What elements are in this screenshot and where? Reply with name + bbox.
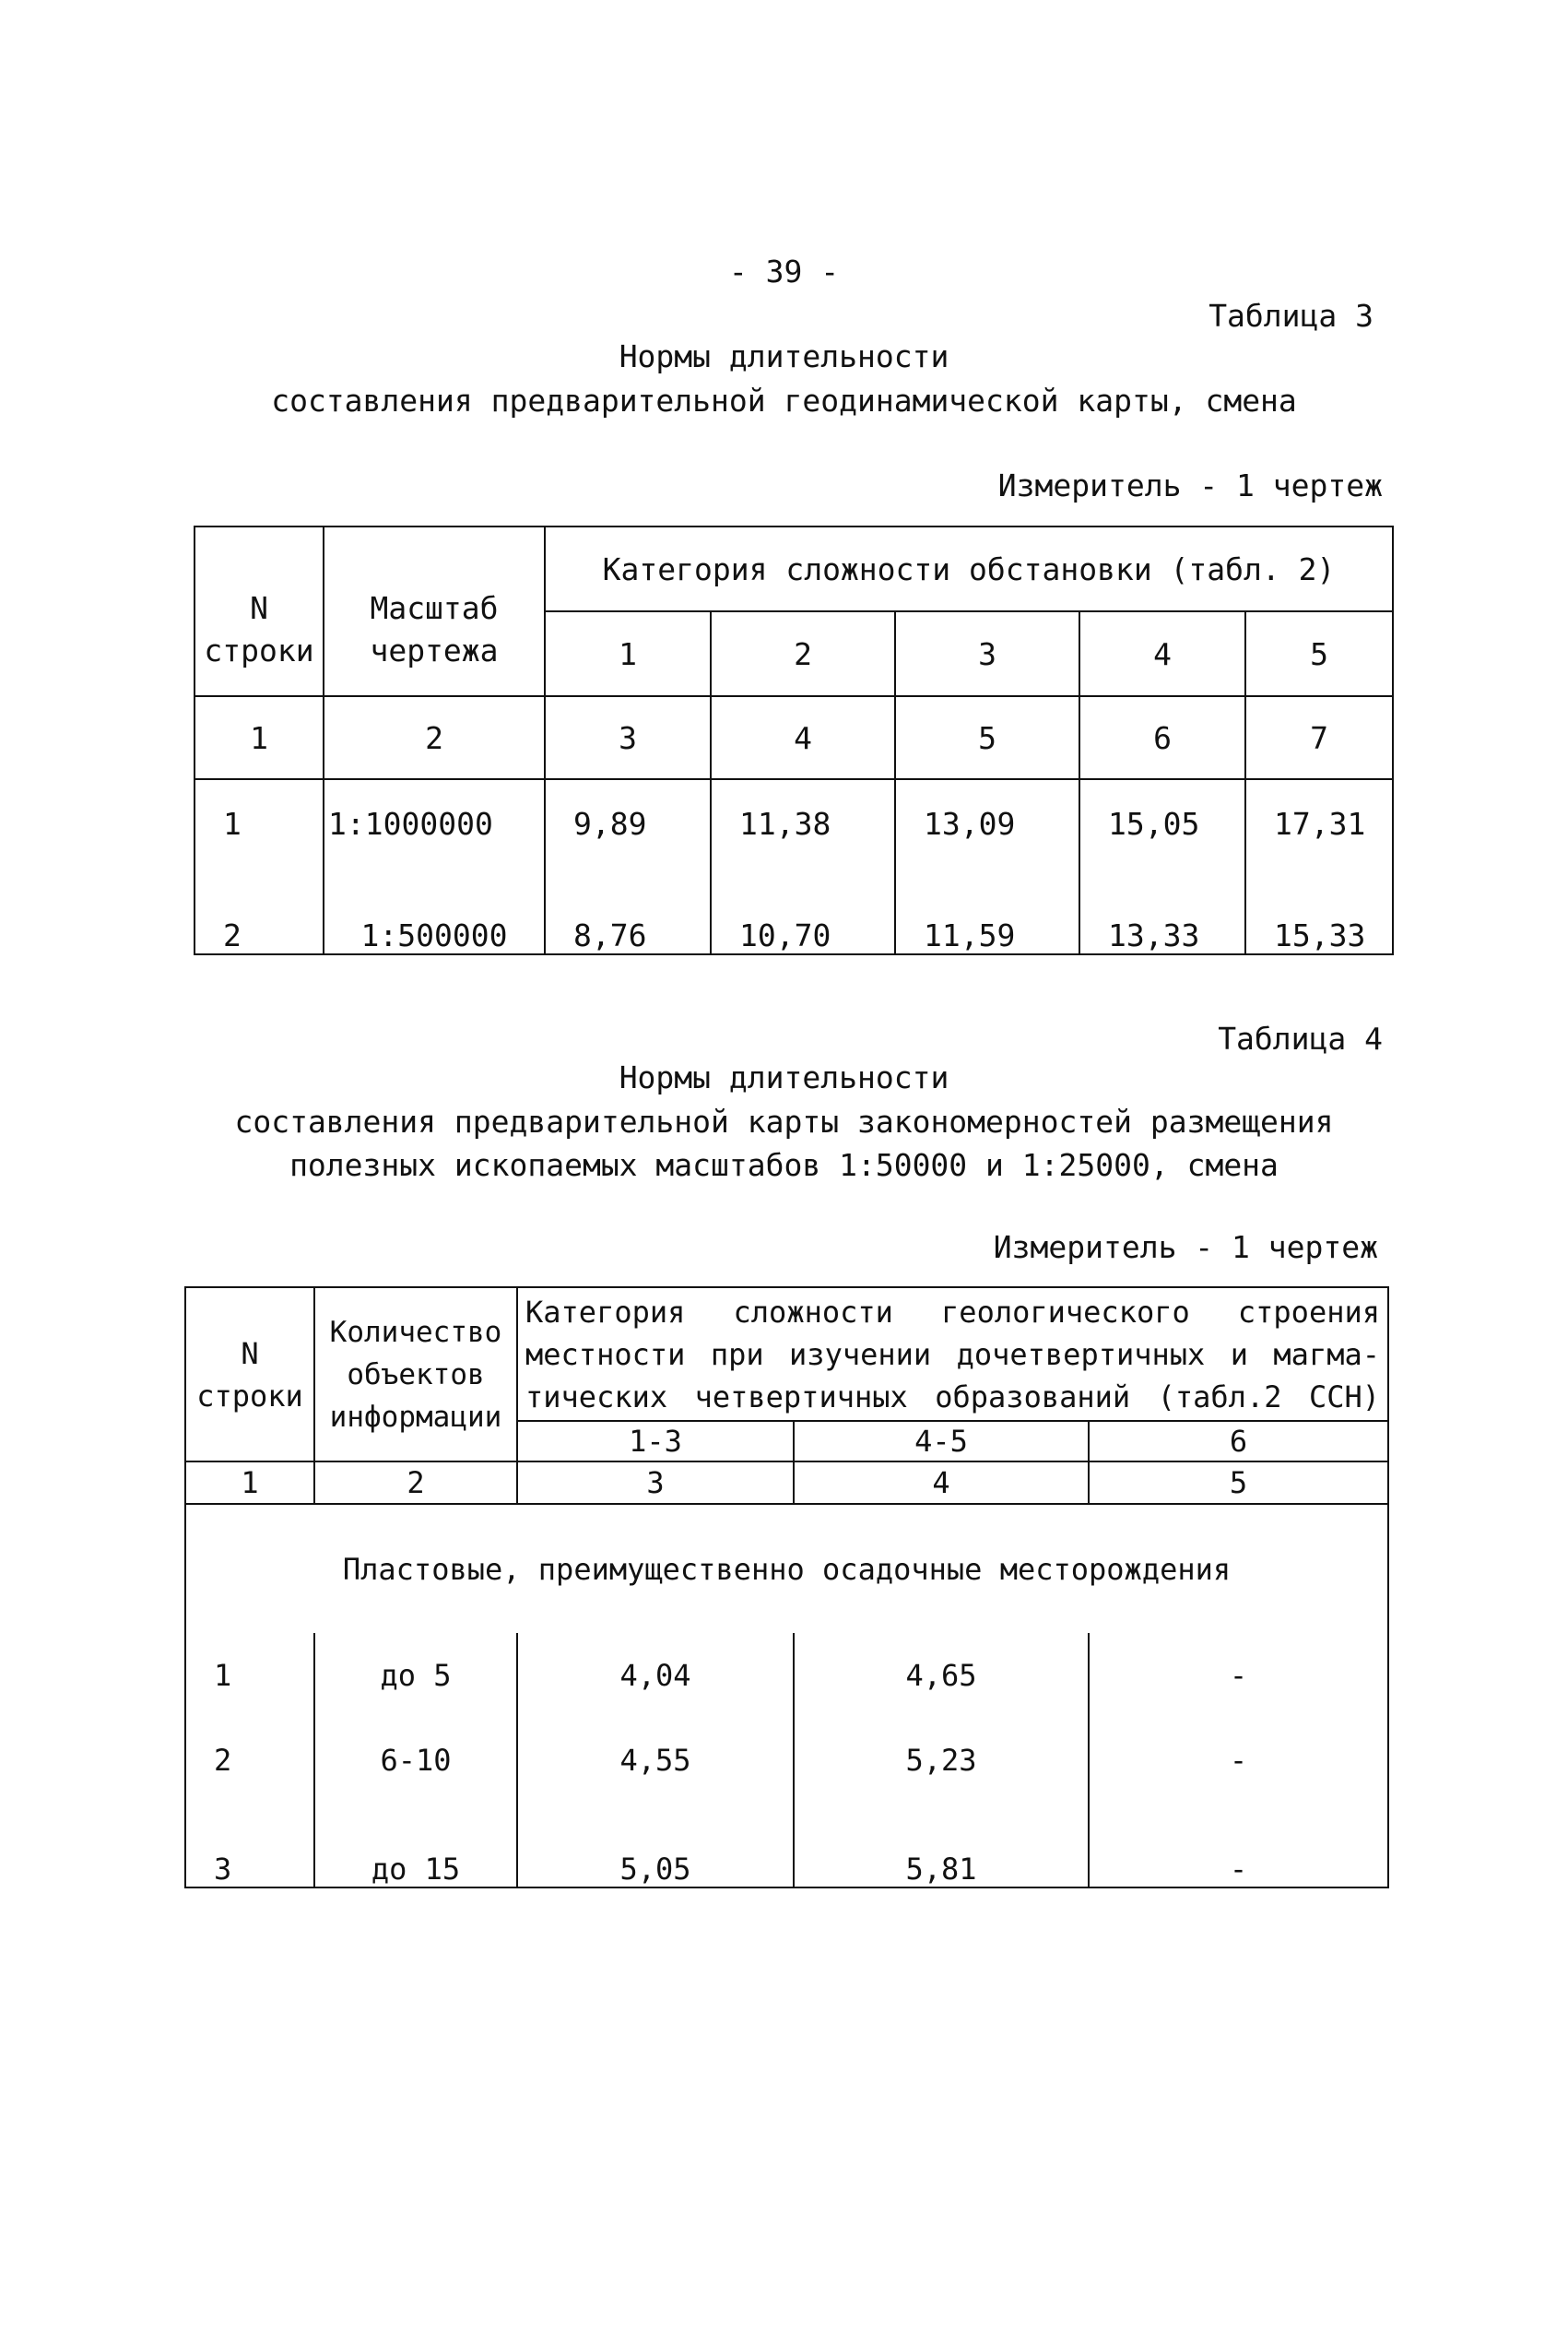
table3-header-scale: Масштаб чертежа — [324, 527, 545, 696]
table3-row1-v5: 17,31 — [1245, 779, 1393, 867]
table4 — [184, 1286, 1389, 1888]
table-row — [195, 867, 1393, 954]
table4-row1-objects: до 5 — [314, 1633, 517, 1718]
table4-row2-v1: 4,55 — [517, 1718, 794, 1803]
table4-header-category: Категория сложности геологического строения местности при изучении дочетвертичных и магма- тических четвертичных образований (табл.2 ССН) — [517, 1287, 1388, 1421]
table3-label: Таблица 3 — [1208, 298, 1373, 334]
table4-row3-v2: 5,81 — [794, 1803, 1089, 1887]
table4-unit: Измеритель - 1 чертеж — [993, 1229, 1378, 1265]
table3-cat-col-1: 1 — [545, 611, 711, 696]
table3-row1-v3: 13,09 — [895, 779, 1079, 867]
table4-title-line3: полезных ископаемых масштабов 1:50000 и 1:25000, смена — [289, 1147, 1279, 1183]
table3-cat-col-5: 5 — [1245, 611, 1393, 696]
table4-row3-objects: до 15 — [314, 1803, 517, 1887]
table-row — [195, 779, 1393, 867]
table3-unit: Измеритель - 1 чертеж — [997, 467, 1383, 503]
table3-row1-n: 1 — [195, 779, 324, 867]
table4-row2-objects: 6-10 — [314, 1718, 517, 1803]
table3-colnum-4: 4 — [711, 696, 895, 779]
table4-colnum-2: 2 — [314, 1461, 517, 1504]
table4-colnum-1: 1 — [185, 1461, 314, 1504]
table3-header-category: Категория сложности обстановки (табл. 2) — [545, 527, 1393, 611]
table3-row2-v4: 13,33 — [1079, 867, 1245, 954]
table3-row1-v1: 9,89 — [545, 779, 711, 867]
table4-colnum-4: 4 — [794, 1461, 1089, 1504]
table4-cat-col-2: 4-5 — [794, 1421, 1089, 1461]
table4-label: Таблица 4 — [1218, 1021, 1383, 1057]
table3-colnum-2: 2 — [324, 696, 545, 779]
table-row — [185, 1803, 1388, 1887]
table3-row1-v2: 11,38 — [711, 779, 895, 867]
table3-colnum-3: 3 — [545, 696, 711, 779]
table4-row1-v1: 4,04 — [517, 1633, 794, 1718]
table3-colnum-6: 6 — [1079, 696, 1245, 779]
table4-colnum-5: 5 — [1089, 1461, 1388, 1504]
table3-cat-col-2: 2 — [711, 611, 895, 696]
table4-row2-v2: 5,23 — [794, 1718, 1089, 1803]
table4-colnum-3: 3 — [517, 1461, 794, 1504]
table4-section-title: Пластовые, преимущественно осадочные месторождения — [185, 1504, 1388, 1633]
table4-row1-v2: 4,65 — [794, 1633, 1089, 1718]
table3-row2-v5: 15,33 — [1245, 867, 1393, 954]
table3-cat-col-3: 3 — [895, 611, 1079, 696]
table3-row2-v2: 10,70 — [711, 867, 895, 954]
table-row — [185, 1633, 1388, 1718]
table4-cat-col-3: 6 — [1089, 1421, 1388, 1461]
table4-row2-v3: - — [1089, 1718, 1388, 1803]
table4-row1-v3: - — [1089, 1633, 1388, 1718]
table3-row1-v4: 15,05 — [1079, 779, 1245, 867]
table3-row2-n: 2 — [195, 867, 324, 954]
table3-row2-scale: 1:500000 — [324, 867, 545, 954]
table4-header-row-no: N строки — [185, 1287, 314, 1461]
table3 — [194, 526, 1394, 955]
table4-header-objects: Количество объектов информации — [314, 1287, 517, 1461]
table3-cat-col-4: 4 — [1079, 611, 1245, 696]
table3-colnum-5: 5 — [895, 696, 1079, 779]
table3-colnum-7: 7 — [1245, 696, 1393, 779]
table3-row2-v1: 8,76 — [545, 867, 711, 954]
table4-row3-v1: 5,05 — [517, 1803, 794, 1887]
table4-title-line2: составления предварительной карты закономерностей размещения — [234, 1104, 1334, 1140]
table4-row3-n: 3 — [185, 1803, 314, 1887]
table3-header-row-no: N строки — [195, 527, 324, 696]
table3-title-line1: Нормы длительности — [619, 338, 949, 374]
table3-title-line2: составления предварительной геодинамической карты, смена — [271, 383, 1297, 419]
table4-row3-v3: - — [1089, 1803, 1388, 1887]
table-row — [185, 1718, 1388, 1803]
table4-title-line1: Нормы длительности — [619, 1059, 949, 1095]
page-number: - 39 - — [728, 254, 840, 290]
table3-row2-v3: 11,59 — [895, 867, 1079, 954]
table4-cat-col-1: 1-3 — [517, 1421, 794, 1461]
table3-row1-scale: 1:1000000 — [324, 779, 545, 867]
table4-row1-n: 1 — [185, 1633, 314, 1718]
table3-colnum-1: 1 — [195, 696, 324, 779]
table4-row2-n: 2 — [185, 1718, 314, 1803]
